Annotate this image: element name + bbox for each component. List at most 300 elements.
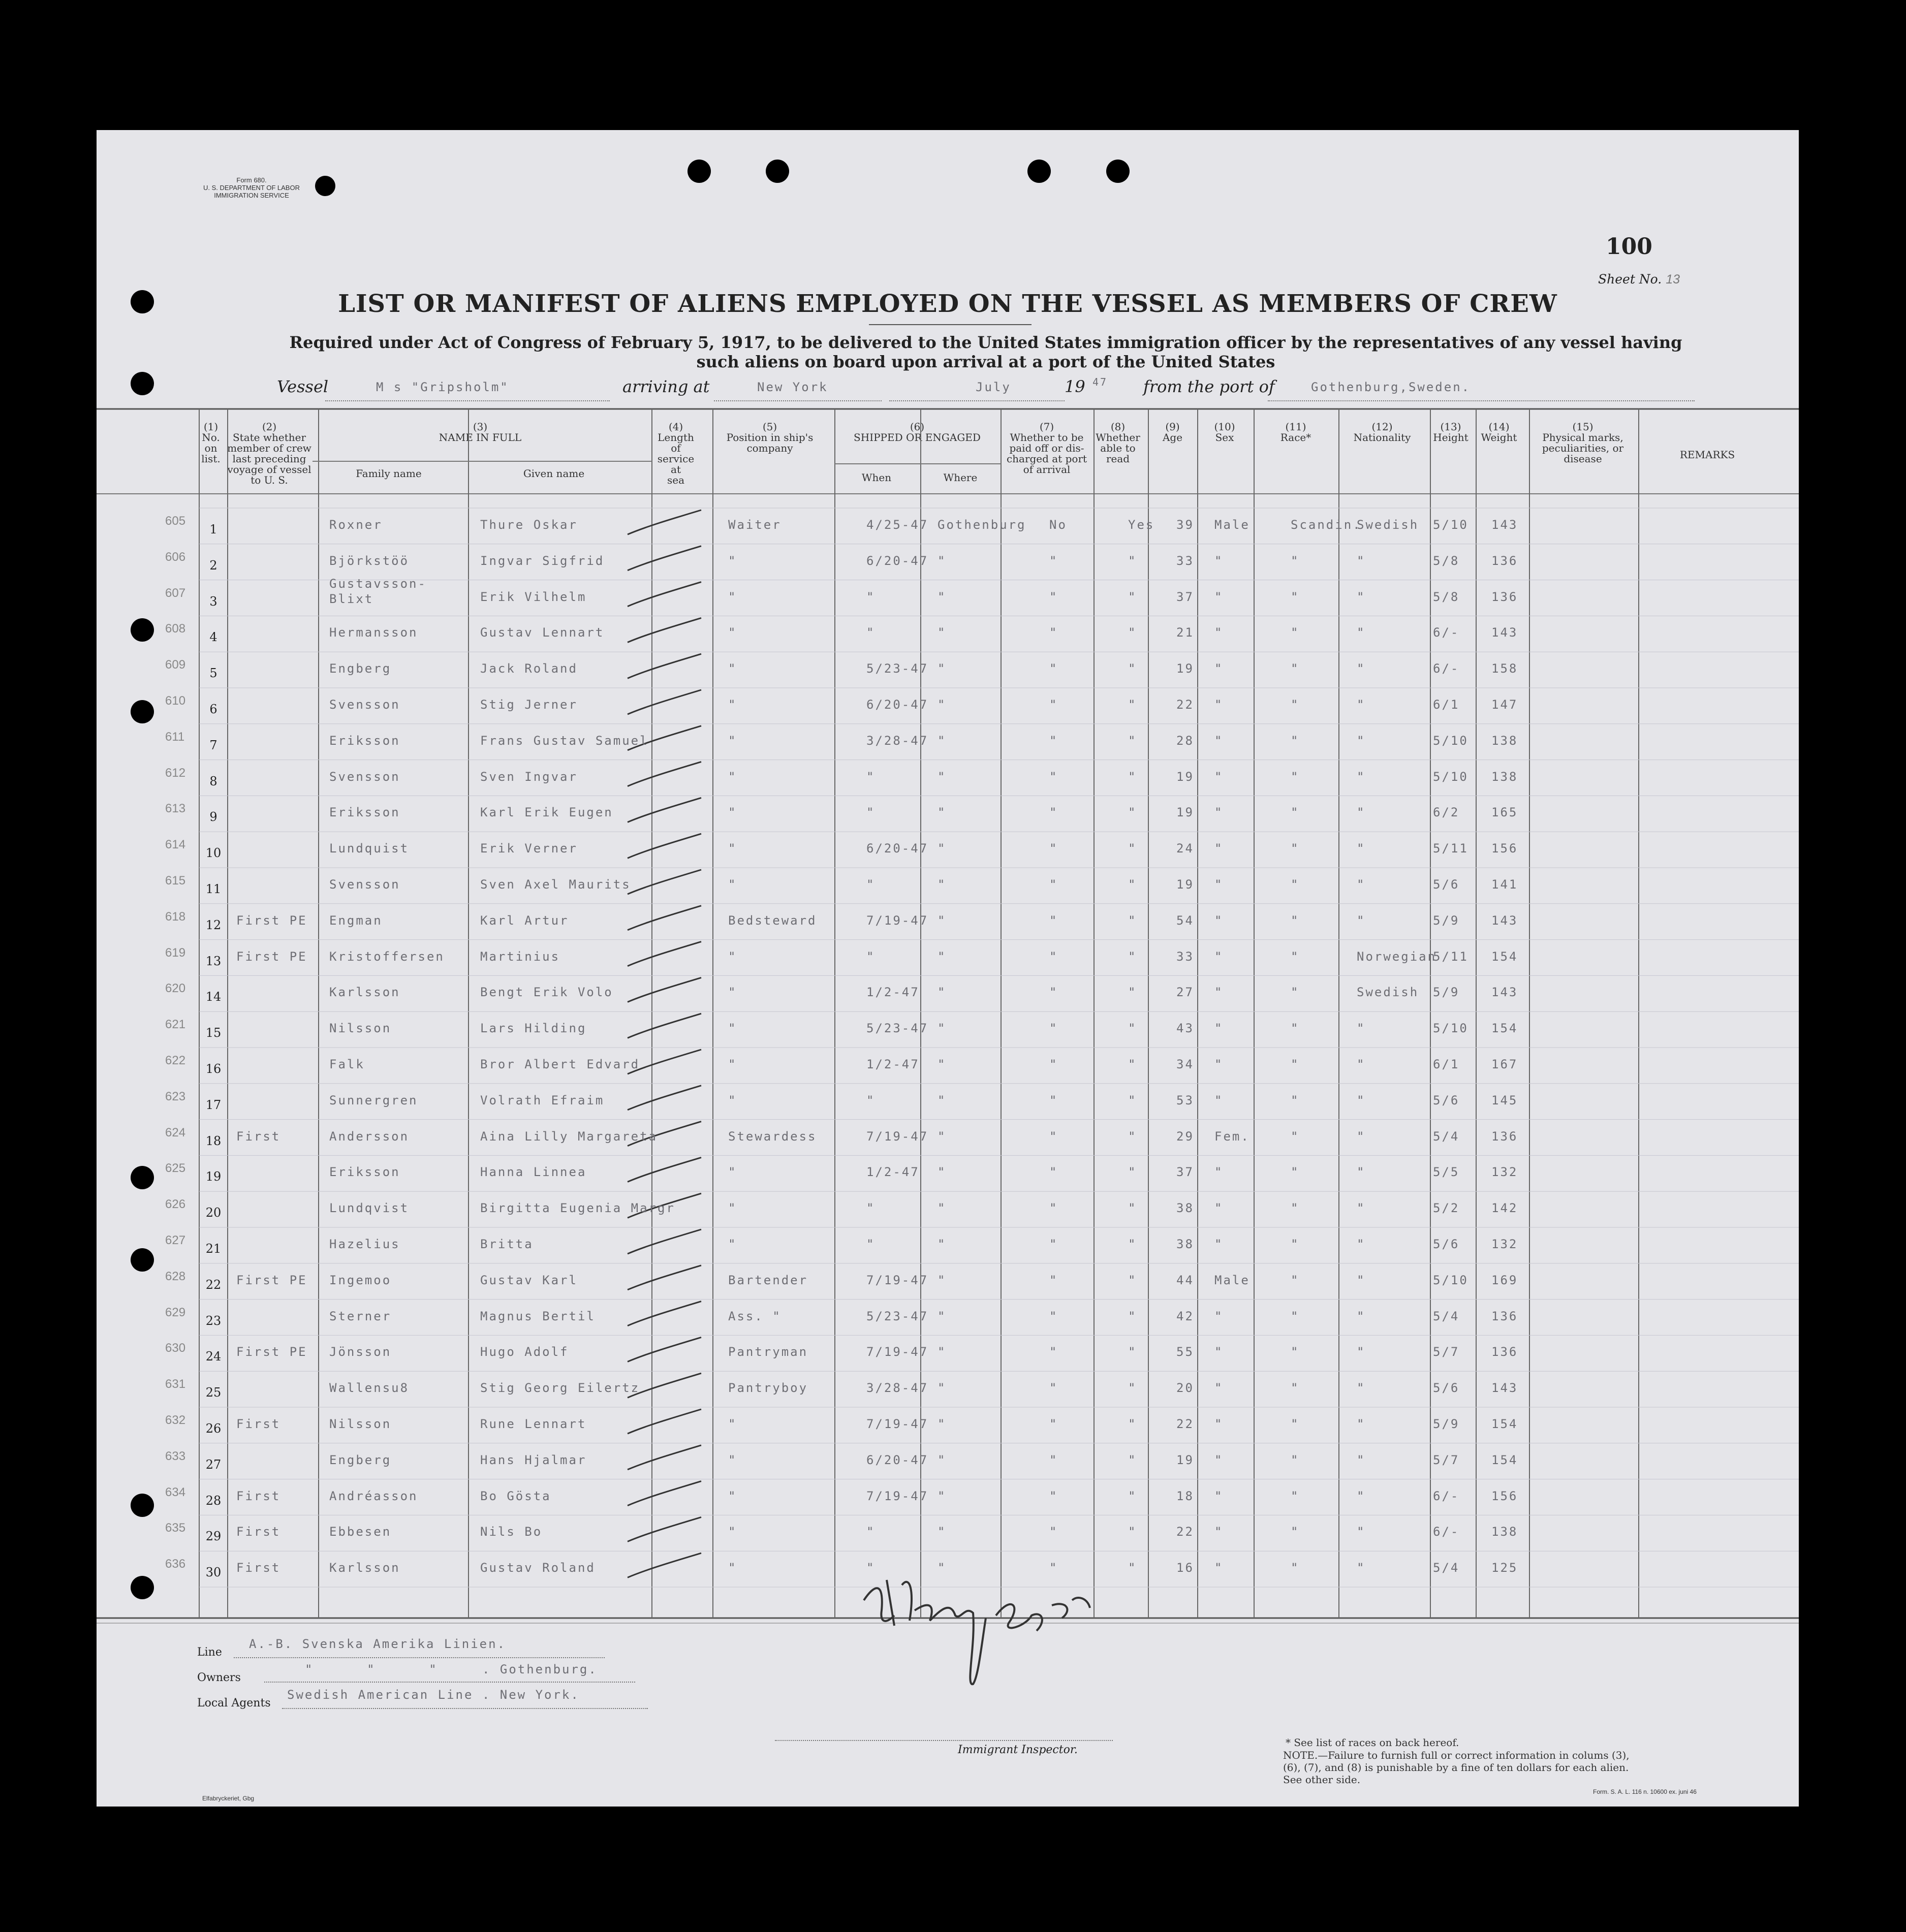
cell-state: First — [236, 1525, 281, 1539]
cell-state: First PE — [236, 1273, 307, 1287]
cell-age: 37 — [1176, 1165, 1194, 1180]
cell-race: " — [1291, 1417, 1300, 1431]
header-nationality: (12) Nationality — [1353, 421, 1411, 444]
cell-race: " — [1291, 553, 1300, 568]
cell-race: " — [1291, 1273, 1300, 1287]
cell-age: 34 — [1176, 1057, 1194, 1071]
cell-when: " — [866, 1201, 876, 1216]
row-number: 6 — [209, 702, 217, 716]
cell-paid: " — [1049, 913, 1058, 928]
cell-when: " — [866, 1525, 876, 1539]
cell-nat: " — [1357, 1417, 1366, 1431]
cell-read: " — [1128, 769, 1137, 784]
cell-race: " — [1291, 1021, 1300, 1036]
form-number: Form 680. — [236, 176, 267, 184]
cell-position: " — [728, 877, 737, 892]
stamped-line-number: 634 — [165, 1485, 186, 1499]
cell-read: " — [1128, 1273, 1137, 1287]
form-footer: Form. S. A. L. 116 n. 10600 ex. juni 46 — [1593, 1788, 1697, 1795]
row-number: 22 — [205, 1277, 222, 1292]
cell-given: Hanna Linnea — [480, 1165, 587, 1180]
cell-position: Ass. " — [728, 1309, 782, 1323]
cell-family: Svensson — [329, 698, 400, 712]
cell-where: " — [938, 1525, 947, 1539]
cell-nat: " — [1357, 733, 1366, 748]
cell-weight: 132 — [1491, 1165, 1518, 1180]
port-label: from the port of — [1143, 377, 1275, 396]
cell-sex: " — [1214, 769, 1224, 784]
cell-family: Eriksson — [329, 805, 400, 820]
cell-age: 28 — [1176, 733, 1194, 748]
cell-read: " — [1128, 1381, 1137, 1396]
cell-state: First PE — [236, 913, 307, 928]
row-number: 2 — [209, 558, 217, 573]
cell-where: " — [938, 949, 947, 964]
cell-where: " — [938, 1273, 947, 1287]
cell-weight: 154 — [1491, 1021, 1518, 1036]
cell-nat: " — [1357, 1452, 1366, 1467]
cell-nat: Norwegian — [1357, 949, 1437, 964]
cell-state: First — [236, 1488, 281, 1503]
cell-read: " — [1128, 1561, 1137, 1575]
cell-nat: " — [1357, 1201, 1366, 1216]
cell-nat: " — [1357, 1021, 1366, 1036]
cell-read: " — [1128, 1345, 1137, 1359]
cell-where: " — [938, 625, 947, 640]
cell-sex: " — [1214, 1057, 1224, 1071]
cell-family: Nilsson — [329, 1417, 392, 1431]
cell-race: Scandin. — [1291, 518, 1362, 532]
row-number: 8 — [209, 774, 217, 788]
cell-position: " — [728, 1057, 737, 1071]
stamped-line-number: 611 — [165, 730, 185, 744]
cell-paid: " — [1049, 1417, 1058, 1431]
cell-state: First PE — [236, 949, 307, 964]
cell-where: " — [938, 589, 947, 604]
row-number: 3 — [209, 594, 217, 609]
inspector-underline — [775, 1740, 1113, 1741]
row-number: 11 — [205, 882, 222, 896]
page-number: 100 — [1606, 234, 1652, 260]
stamped-line-number: 618 — [165, 909, 186, 924]
cell-paid: " — [1049, 1021, 1058, 1036]
cell-age: 54 — [1176, 913, 1194, 928]
cell-position: " — [728, 589, 737, 604]
cell-when: 6/20-47 — [866, 1452, 929, 1467]
cell-when: " — [866, 805, 876, 820]
cell-sex: " — [1214, 733, 1224, 748]
cell-given: Bo Gösta — [480, 1488, 551, 1503]
cell-height: 6/2 — [1433, 805, 1460, 820]
cell-height: 5/9 — [1433, 913, 1460, 928]
cell-weight: 154 — [1491, 1452, 1518, 1467]
arrival-month: July — [976, 380, 1011, 394]
header-age: (9) Age — [1162, 421, 1183, 444]
cell-read: " — [1128, 1129, 1137, 1144]
cell-height: 5/10 — [1433, 518, 1468, 532]
cell-when: 5/23-47 — [866, 1309, 929, 1323]
cell-family: Andréasson — [329, 1488, 418, 1503]
stamped-line-number: 624 — [165, 1125, 186, 1139]
cell-where: " — [938, 661, 947, 676]
stamped-line-number: 605 — [165, 514, 186, 528]
header-name: (3) NAME IN FULL — [439, 421, 522, 444]
cell-age: 53 — [1176, 1093, 1194, 1107]
cell-family: Andersson — [329, 1129, 410, 1144]
header-no: (1) No. on list. — [201, 421, 221, 465]
line-value: A.-B. Svenska Amerika Linien. — [249, 1637, 507, 1651]
stamped-line-number: 635 — [165, 1521, 186, 1535]
cell-weight: 169 — [1491, 1273, 1518, 1287]
cell-sex: " — [1214, 1165, 1224, 1180]
cell-height: 6/- — [1433, 625, 1460, 640]
cell-given: Britta — [480, 1237, 534, 1251]
cell-where: " — [938, 769, 947, 784]
cell-sex: " — [1214, 913, 1224, 928]
cell-age: 39 — [1176, 518, 1194, 532]
stamped-line-number: 625 — [165, 1161, 186, 1176]
stamped-line-number: 615 — [165, 874, 186, 888]
cell-height: 5/7 — [1433, 1345, 1460, 1359]
cell-family: Falk — [329, 1057, 365, 1071]
cell-read: " — [1128, 913, 1137, 928]
cell-when: " — [866, 625, 876, 640]
cell-race: " — [1291, 805, 1300, 820]
cell-weight: 136 — [1491, 1345, 1518, 1359]
row-number: 18 — [205, 1133, 222, 1148]
cell-height: 6/1 — [1433, 698, 1460, 712]
cell-position: Pantryboy — [728, 1381, 808, 1396]
cell-where: " — [938, 1201, 947, 1216]
cell-read: " — [1128, 1201, 1137, 1216]
stamped-line-number: 627 — [165, 1233, 186, 1247]
fine-note: NOTE.—Failure to furnish full or correct information in colums (3), (6), (7), and (8) is punishable by a fine of ten dollars for each alien. See other side. — [1283, 1749, 1630, 1786]
cell-nat: " — [1357, 1345, 1366, 1359]
cell-sex: " — [1214, 1381, 1224, 1396]
cell-family: Björkstöö — [329, 553, 410, 568]
cell-age: 19 — [1176, 661, 1194, 676]
cell-height: 5/5 — [1433, 1165, 1460, 1180]
cell-given: Birgitta Eugenia Margr — [480, 1201, 675, 1216]
cell-nat: " — [1357, 625, 1366, 640]
cell-when: 1/2-47 — [866, 985, 920, 1000]
cell-read: " — [1128, 553, 1137, 568]
cell-weight: 145 — [1491, 1093, 1518, 1107]
cell-given: Lars Hilding — [480, 1021, 587, 1036]
stamped-line-number: 631 — [165, 1377, 186, 1391]
cell-weight: 125 — [1491, 1561, 1518, 1575]
cell-weight: 143 — [1491, 913, 1518, 928]
cell-read: " — [1128, 589, 1137, 604]
cell-age: 19 — [1176, 1452, 1194, 1467]
cell-family: Ingemoo — [329, 1273, 392, 1287]
cell-family: Engberg — [329, 1452, 392, 1467]
cell-nat: " — [1357, 1381, 1366, 1396]
cell-position: " — [728, 1525, 737, 1539]
cell-race: " — [1291, 1201, 1300, 1216]
cell-family: Nilsson — [329, 1021, 392, 1036]
cell-given: Nils Bo — [480, 1525, 543, 1539]
cell-position: Stewardess — [728, 1129, 817, 1144]
cell-read: " — [1128, 1165, 1137, 1180]
cell-sex: " — [1214, 1309, 1224, 1323]
cell-age: 22 — [1176, 1417, 1194, 1431]
cell-nat: " — [1357, 1525, 1366, 1539]
owners-underline — [264, 1682, 635, 1683]
cell-family: Svensson — [329, 877, 400, 892]
owners-value: " " " . Gothenburg. — [305, 1662, 598, 1676]
stamped-line-number: 608 — [165, 622, 186, 636]
cell-age: 33 — [1176, 949, 1194, 964]
cell-read: " — [1128, 625, 1137, 640]
cell-paid: " — [1049, 698, 1058, 712]
cell-where: " — [938, 1452, 947, 1467]
cell-position: " — [728, 949, 737, 964]
row-number: 1 — [209, 522, 217, 536]
cell-age: 24 — [1176, 841, 1194, 856]
vessel-name: M s "Gripsholm" — [376, 380, 509, 394]
cell-family: Jönsson — [329, 1345, 392, 1359]
cell-position: " — [728, 1237, 737, 1251]
header-physical-marks: (15) Physical marks, peculiarities, or disease — [1542, 421, 1624, 465]
cell-race: " — [1291, 1129, 1300, 1144]
cell-sex: " — [1214, 877, 1224, 892]
cell-race: " — [1291, 1345, 1300, 1359]
cell-nat: Swedish — [1357, 985, 1419, 1000]
cell-weight: 158 — [1491, 661, 1518, 676]
stamped-line-number: 620 — [165, 981, 186, 996]
cell-position: " — [728, 1488, 737, 1503]
sheet-value: 13 — [1666, 272, 1680, 287]
cell-position: Bartender — [728, 1273, 808, 1287]
cell-where: " — [938, 1093, 947, 1107]
cell-sex: " — [1214, 1488, 1224, 1503]
row-number: 25 — [205, 1385, 222, 1400]
row-number: 16 — [205, 1062, 222, 1076]
cell-nat: " — [1357, 1129, 1366, 1144]
arrival-year: 47 — [1092, 376, 1108, 388]
department: U. S. DEPARTMENT OF LABOR — [203, 184, 300, 192]
row-number: 28 — [205, 1493, 222, 1508]
cell-where: " — [938, 1381, 947, 1396]
cell-position: " — [728, 1452, 737, 1467]
stamped-line-number: 609 — [165, 658, 186, 672]
cell-position: " — [728, 769, 737, 784]
sheet-label: Sheet No. — [1598, 272, 1662, 287]
manifest-subtitle: Required under Act of Congress of February 5, 1917, to be delivered to the United States immigration officer by the representatives of any vessel having such aliens on board upon arrival at a port of the United States — [289, 333, 1682, 371]
cell-read: " — [1128, 1093, 1137, 1107]
cell-race: " — [1291, 698, 1300, 712]
cell-family: Lundqvist — [329, 1201, 410, 1216]
cell-when: 7/19-47 — [866, 1417, 929, 1431]
arrival-port: New York — [757, 380, 828, 394]
cell-when: 3/28-47 — [866, 1381, 929, 1396]
cell-when: " — [866, 949, 876, 964]
header-position: (5) Position in ship's company — [726, 421, 814, 454]
stamped-line-number: 636 — [165, 1557, 186, 1571]
header-able-read: (8) Whether able to read — [1096, 421, 1140, 465]
cell-nat: " — [1357, 1309, 1366, 1323]
stamped-line-number: 628 — [165, 1269, 186, 1283]
cell-given: Bengt Erik Volo — [480, 985, 613, 1000]
cell-age: 27 — [1176, 985, 1194, 1000]
cell-where: " — [938, 805, 947, 820]
cell-sex: " — [1214, 1093, 1224, 1107]
cell-nat: " — [1357, 1273, 1366, 1287]
cell-nat: " — [1357, 661, 1366, 676]
cell-race: " — [1291, 1561, 1300, 1575]
cell-age: 18 — [1176, 1488, 1194, 1503]
inspector-label: Immigrant Inspector. — [958, 1744, 1078, 1756]
stamped-line-number: 614 — [165, 838, 186, 852]
cell-nat: " — [1357, 805, 1366, 820]
cell-nat: " — [1357, 913, 1366, 928]
cell-read: " — [1128, 733, 1137, 748]
stamped-line-number: 613 — [165, 802, 186, 816]
cell-height: 5/2 — [1433, 1201, 1460, 1216]
cell-race: " — [1291, 1093, 1300, 1107]
cell-height: 5/7 — [1433, 1452, 1460, 1467]
cell-family: Hermansson — [329, 625, 418, 640]
row-number: 4 — [209, 630, 217, 645]
row-number: 21 — [205, 1242, 222, 1256]
cell-paid: " — [1049, 1381, 1058, 1396]
cell-when: 1/2-47 — [866, 1057, 920, 1071]
cell-sex: " — [1214, 805, 1224, 820]
cell-paid: " — [1049, 1309, 1058, 1323]
cell-state: First PE — [236, 1345, 307, 1359]
stamped-line-number: 622 — [165, 1054, 186, 1067]
cell-family: Eriksson — [329, 1165, 400, 1180]
cell-weight: 141 — [1491, 877, 1518, 892]
vessel-label: Vessel — [277, 377, 329, 396]
cell-given: Hans Hjalmar — [480, 1452, 587, 1467]
row-number: 9 — [209, 810, 217, 825]
cell-weight: 136 — [1491, 1129, 1518, 1144]
cell-when: 4/25-47 — [866, 518, 929, 532]
cell-nat: " — [1357, 769, 1366, 784]
cell-given: Stig Jerner — [480, 698, 578, 712]
cell-race: " — [1291, 913, 1300, 928]
cell-weight: 154 — [1491, 949, 1518, 964]
cell-paid: " — [1049, 1057, 1058, 1071]
header-length-service: (4) Length of service at sea — [657, 421, 695, 486]
cell-race: " — [1291, 589, 1300, 604]
cell-where: " — [938, 553, 947, 568]
cell-paid: " — [1049, 769, 1058, 784]
cell-position: " — [728, 733, 737, 748]
cell-age: 38 — [1176, 1237, 1194, 1251]
cell-given: Aina Lilly Margareta — [480, 1129, 658, 1144]
cell-weight: 167 — [1491, 1057, 1518, 1071]
cell-position: Pantryman — [728, 1345, 808, 1359]
cell-where: " — [938, 913, 947, 928]
cell-family: Kristoffersen — [329, 949, 445, 964]
cell-paid: " — [1049, 877, 1058, 892]
cell-state: First — [236, 1561, 281, 1575]
cell-position: " — [728, 805, 737, 820]
cell-age: 42 — [1176, 1309, 1194, 1323]
cell-family: Lundquist — [329, 841, 410, 856]
cell-weight: 165 — [1491, 805, 1518, 820]
header-where: Where — [943, 471, 978, 484]
cell-family: Ebbesen — [329, 1525, 392, 1539]
cell-where: " — [938, 698, 947, 712]
cell-height: 5/8 — [1433, 589, 1460, 604]
cell-paid: " — [1049, 733, 1058, 748]
cell-height: 5/6 — [1433, 877, 1460, 892]
cell-given: Erik Vilhelm — [480, 589, 587, 604]
cell-given: Volrath Efraim — [480, 1093, 605, 1107]
cell-age: 20 — [1176, 1381, 1194, 1396]
cell-age: 22 — [1176, 1525, 1194, 1539]
header-sex: (10) Sex — [1214, 421, 1235, 444]
cell-where: " — [938, 1165, 947, 1180]
cell-family: Karlsson — [329, 985, 400, 1000]
cell-height: 5/4 — [1433, 1309, 1460, 1323]
cell-given: Karl Artur — [480, 913, 569, 928]
cell-age: 16 — [1176, 1561, 1194, 1575]
stamped-line-number: 607 — [165, 586, 186, 600]
cell-race: " — [1291, 769, 1300, 784]
cell-given: Martinius — [480, 949, 560, 964]
cell-sex: " — [1214, 625, 1224, 640]
cell-when: 7/19-47 — [866, 913, 929, 928]
cell-height: 5/8 — [1433, 553, 1460, 568]
cell-height: 5/10 — [1433, 733, 1468, 748]
cell-paid: " — [1049, 1561, 1058, 1575]
cell-where: " — [938, 1561, 947, 1575]
cell-weight: 154 — [1491, 1417, 1518, 1431]
cell-given: Gustav Roland — [480, 1561, 596, 1575]
cell-height: 5/9 — [1433, 985, 1460, 1000]
cell-race: " — [1291, 949, 1300, 964]
cell-nat: " — [1357, 841, 1366, 856]
cell-paid: " — [1049, 1488, 1058, 1503]
cell-position: " — [728, 1561, 737, 1575]
cell-weight: 156 — [1491, 1488, 1518, 1503]
cell-weight: 156 — [1491, 841, 1518, 856]
cell-nat: " — [1357, 1093, 1366, 1107]
cell-weight: 138 — [1491, 1525, 1518, 1539]
header-shipped: (6) SHIPPED OR ENGAGED — [854, 421, 981, 444]
cell-when: 7/19-47 — [866, 1488, 929, 1503]
cell-race: " — [1291, 625, 1300, 640]
cell-race: " — [1291, 1381, 1300, 1396]
cell-family: Gustavsson- Blixt — [329, 576, 427, 606]
cell-when: 7/19-47 — [866, 1129, 929, 1144]
agents-value: Swedish American Line . New York. — [287, 1688, 580, 1702]
cell-when: 6/20-47 — [866, 841, 929, 856]
cell-age: 44 — [1176, 1273, 1194, 1287]
cell-paid: " — [1049, 949, 1058, 964]
stamped-line-number: 621 — [165, 1018, 186, 1032]
cell-height: 6/- — [1433, 661, 1460, 676]
cell-where: " — [938, 1417, 947, 1431]
cell-read: " — [1128, 805, 1137, 820]
year-label: 19 — [1065, 377, 1085, 396]
agents-label: Local Agents — [197, 1697, 271, 1709]
cell-read: " — [1128, 1525, 1137, 1539]
row-number: 26 — [205, 1421, 222, 1436]
cell-where: " — [938, 1237, 947, 1251]
cell-age: 38 — [1176, 1201, 1194, 1216]
cell-sex: " — [1214, 698, 1224, 712]
header-height: (13) Height — [1433, 421, 1468, 444]
cell-given: Gustav Karl — [480, 1273, 578, 1287]
cell-nat: " — [1357, 1057, 1366, 1071]
cell-when: 1/2-47 — [866, 1165, 920, 1180]
